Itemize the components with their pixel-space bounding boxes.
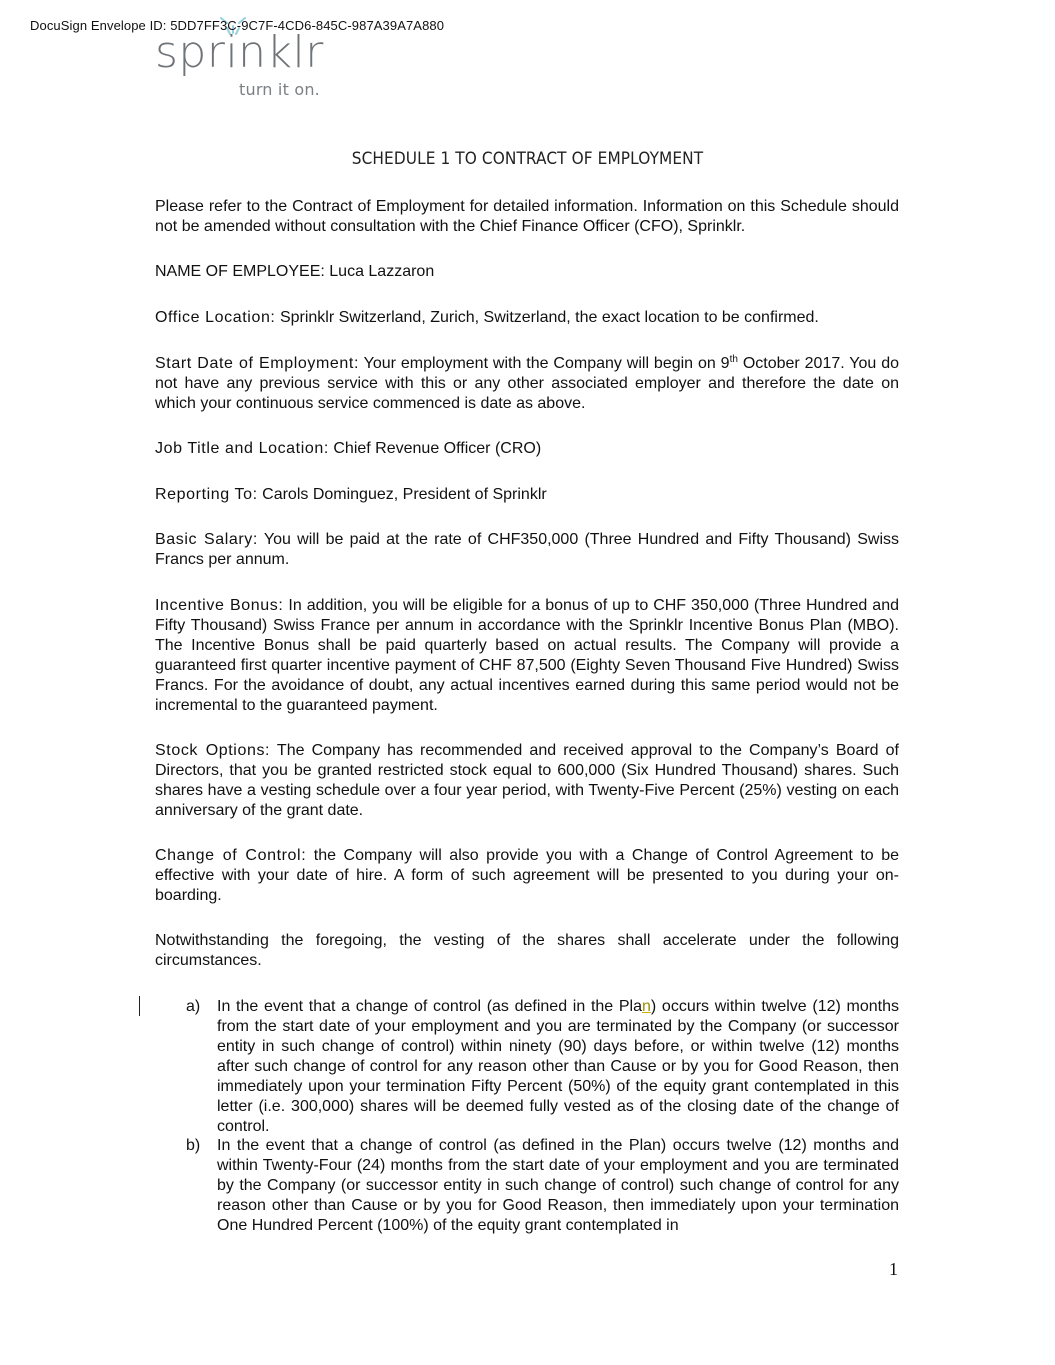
incentive-bonus-value: In addition, you will be eligible for a bonus of up to CHF 350,000 (Three Hundred and Fifty Thousand) Swiss France per annum in accordance with the Sprinklr Incentive Bonus Plan (MBO). The Incentive Bonus shall be paid quarterly based on actual results. The Company will provide a guaranteed first quarter incentive payment of CHF 87,500 (Eighty Seven Thousand Five Hundred) Swiss Francs. For the avoidance of doubt, any actual incentives earned during this same period would not be incremental to the guaranteed payment. (155, 597, 900, 714)
reporting-to-line (155, 485, 899, 505)
tracked-change-highlight: n (642, 998, 651, 1015)
start-date-paragraph (155, 354, 899, 414)
employee-name-line (155, 262, 899, 282)
logo-wordmark: sprinklr (155, 27, 324, 78)
change-of-control-paragraph (155, 846, 899, 906)
stock-options-value: The Company has recommended and received approval to the Company’s Board of Directors, that you be granted restricted stock equal to 600,000 (Six Hundred Thousand) shares. Such shares have a vesting schedule over a four year period, with Twenty-Five Percent (25%) vesting on each anniversary of the grant date. (155, 742, 900, 819)
incentive-bonus-paragraph (155, 596, 899, 716)
list-marker: b) (186, 1137, 201, 1154)
start-date-label: Start Date of Employment: (155, 355, 360, 372)
office-location-label: Office Location: (155, 309, 276, 326)
incentive-bonus-label: Incentive Bonus: (155, 597, 284, 614)
envelope-id: DocuSign Envelope ID: 5DD7FF3C-9C7F-4CD6-845C-987A39A7A880 (30, 18, 445, 33)
list-item-text: In the event that a change of control (as defined in the Plan) occurs within twelve (12) months from the start date of your employment and you are terminated by the Company (or successor entity in such change of control) within ninety (90) days before, or within twelve (12) months after such change of control for any reason other than Cause or by you for Good Reason, then immediately upon your termination Fifty Percent (50%) of the equity grant contemplated in this letter (i.e. 300,000) shares will be deemed fully vested as of the closing date of the change of control. (217, 998, 899, 1135)
list-marker: a) (186, 998, 201, 1015)
basic-salary-value: You will be paid at the rate of CHF350,000 (Three Hundred and Fifty Thousand) Swiss Francs per annum. (155, 531, 900, 568)
employee-name-label: NAME OF EMPLOYEE: (155, 263, 325, 280)
basic-salary-label: Basic Salary: (155, 531, 258, 548)
document-title: SCHEDULE 1 TO CONTRACT OF EMPLOYMENT (351, 149, 704, 168)
notwithstanding-paragraph: Notwithstanding the foregoing, the vesting of the shares shall accelerate under the following circumstances. (155, 932, 899, 969)
text-cursor (139, 996, 140, 1016)
change-of-control-value: the Company will also provide you with a Change of Control Agreement to be effective with your date of hire. A form of such agreement will be presented to you during your on-boarding. (155, 847, 899, 904)
job-title-value: Chief Revenue Officer (CRO) (333, 440, 542, 457)
basic-salary-paragraph (155, 530, 899, 570)
employee-name-value: Luca Lazzaron (329, 263, 435, 280)
change-of-control-label: Change of Control: (155, 847, 307, 864)
logo-tagline: turn it on. (239, 80, 320, 99)
stock-options-paragraph (155, 741, 899, 821)
office-location-value: Sprinklr Switzerland, Zurich, Switzerland, the exact location to be confirmed. (279, 309, 819, 326)
stock-options-label: Stock Options: (155, 742, 271, 759)
office-location-line (155, 308, 899, 328)
reporting-to-value: Carols Dominguez, President of Sprinklr (262, 486, 547, 503)
start-date-value: Your employment with the Company will begin on 9th October 2017. You do not have any previous service with this or any other associated employer and therefore the date on which your continuous service commenced is date as above. (155, 354, 899, 412)
reporting-to-label: Reporting To: (155, 486, 258, 503)
intro-paragraph: Please refer to the Contract of Employment for detailed information. Information on this Schedule should not be amended without consultation with the Chief Finance Officer (CFO), Sprinklr. (155, 198, 899, 235)
list-item-text: In the event that a change of control (as defined in the Plan) occurs twelve (12) months and within Twenty-Four (24) months from the start date of your employment and you are terminated by the Company (or successor entity in such change of control) such change of control for any reason other than Cause or by you for Good Reason, then immediately upon your termination One Hundred Percent (100%) of the equity grant contemplated in (217, 1137, 899, 1234)
job-title-label: Job Title and Location: (155, 440, 329, 457)
page-number: 1 (889, 1259, 898, 1279)
job-title-line (155, 439, 899, 459)
